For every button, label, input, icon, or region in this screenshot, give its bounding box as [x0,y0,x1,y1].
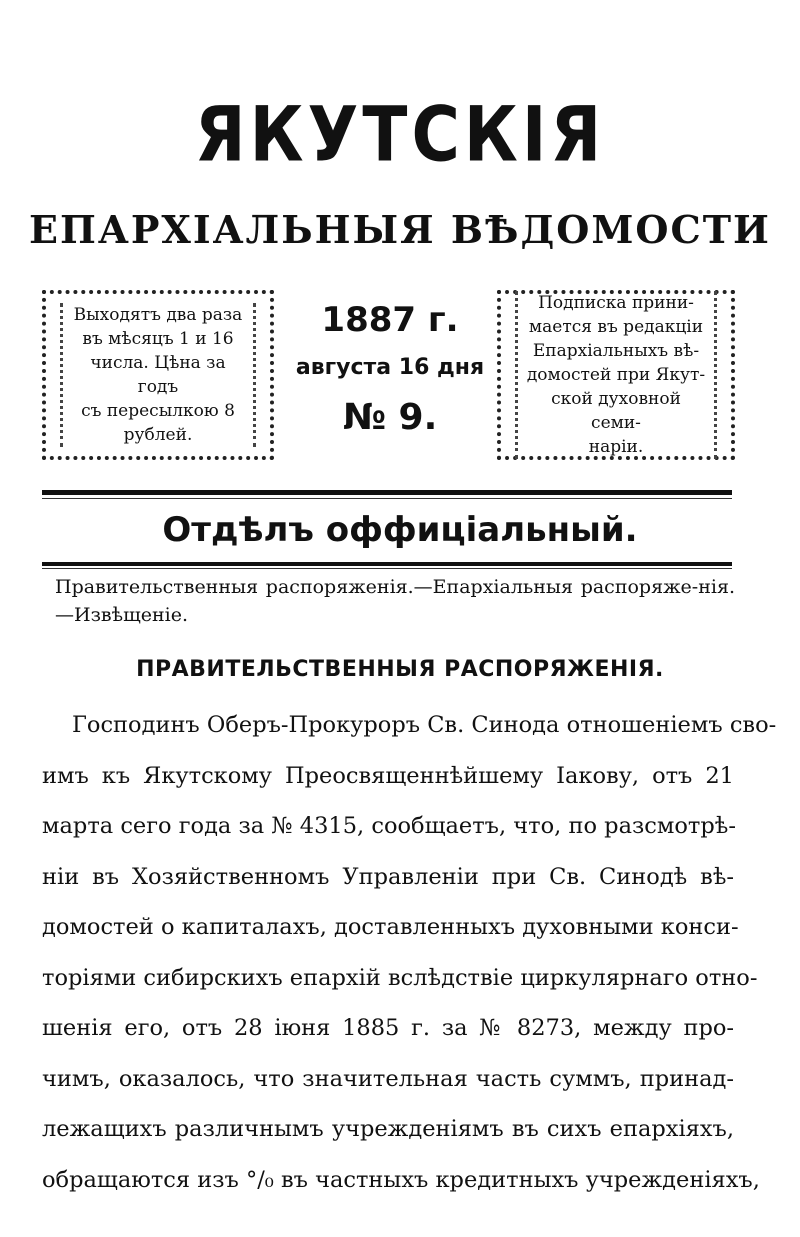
box-right-line: Епархіальныхъ вѣ- [532,341,700,361]
box-left-line: Выходятъ два раза [73,305,243,325]
contents-summary: Правительственныя распоряженія.—Епархіальныя распоряже-нія.—Извѣщеніе. [55,576,735,626]
divider-rule [42,498,732,499]
section-heading: Отдѣлъ оффиціальный. [162,510,638,550]
subscription-frequency-text [60,303,256,447]
issue-number: № 9. [342,397,438,438]
box-right-line: домостей при Якут- [526,365,706,385]
article-subheading: ПРАВИТЕЛЬСТВЕННЫЯ РАСПОРЯЖЕНІЯ. [136,657,664,682]
issue-info [290,298,490,442]
box-left-line: числа. Цѣна за годъ [90,353,226,397]
body-line: марта сего года за № 4315, сообщаетъ, что, по разсмотрѣ- [42,813,736,839]
box-left-line: въ мѣсяцъ 1 и 16 [82,329,234,349]
article-body [42,700,777,1205]
body-line: шенія его, отъ 28 іюня 1885 г. за № 8273, между про- [42,1015,734,1041]
masthead-subtitle: ЕПАРХІАЛЬНЫЯ ВѢДОМОСТИ [29,207,771,252]
subscription-frequency-box [42,290,274,460]
body-line: обращаются изъ °/₀ въ частныхъ кредитныхъ учрежденіяхъ, [42,1166,760,1193]
body-line: чимъ, оказалось, что значительная часть суммъ, принад- [42,1065,734,1092]
box-left-line: съ пересылкою 8 [81,401,235,421]
masthead-title: ЯКУТСКІЯ [194,90,606,179]
subscription-info-text [515,291,717,459]
body-line: ніи въ Хозяйственномъ Управленіи при Св. Синодѣ вѣ- [42,863,734,890]
box-right-line: Подписка прини- [538,293,694,313]
issue-date: августа 16 дня [295,355,485,380]
box-right-line: наріи. [588,437,644,457]
box-left-line: рублей. [123,425,193,445]
divider-rule [42,562,732,566]
subscription-info-box [497,290,735,460]
body-line: Господинъ Оберъ-Прокуроръ Св. Синода отношеніемъ сво- [72,712,777,738]
body-line: лежащихъ различнымъ учрежденіямъ въ сихъ епархіяхъ, [42,1116,734,1142]
box-right-line: ской духовной семи- [551,389,681,433]
body-line: домостей о капиталахъ, доставленныхъ духовными конси- [42,914,739,940]
body-line: торіями сибирскихъ епархій вслѣдствіе циркулярнаго отно- [42,964,758,991]
body-line: имъ къ Якутскому Преосвященнѣйшему Іакову, отъ 21 [42,762,734,789]
box-right-line: мается въ редакціи [528,317,704,337]
divider-rule [42,490,732,495]
issue-year: 1887 г. [321,300,459,340]
divider-rule [42,568,732,569]
